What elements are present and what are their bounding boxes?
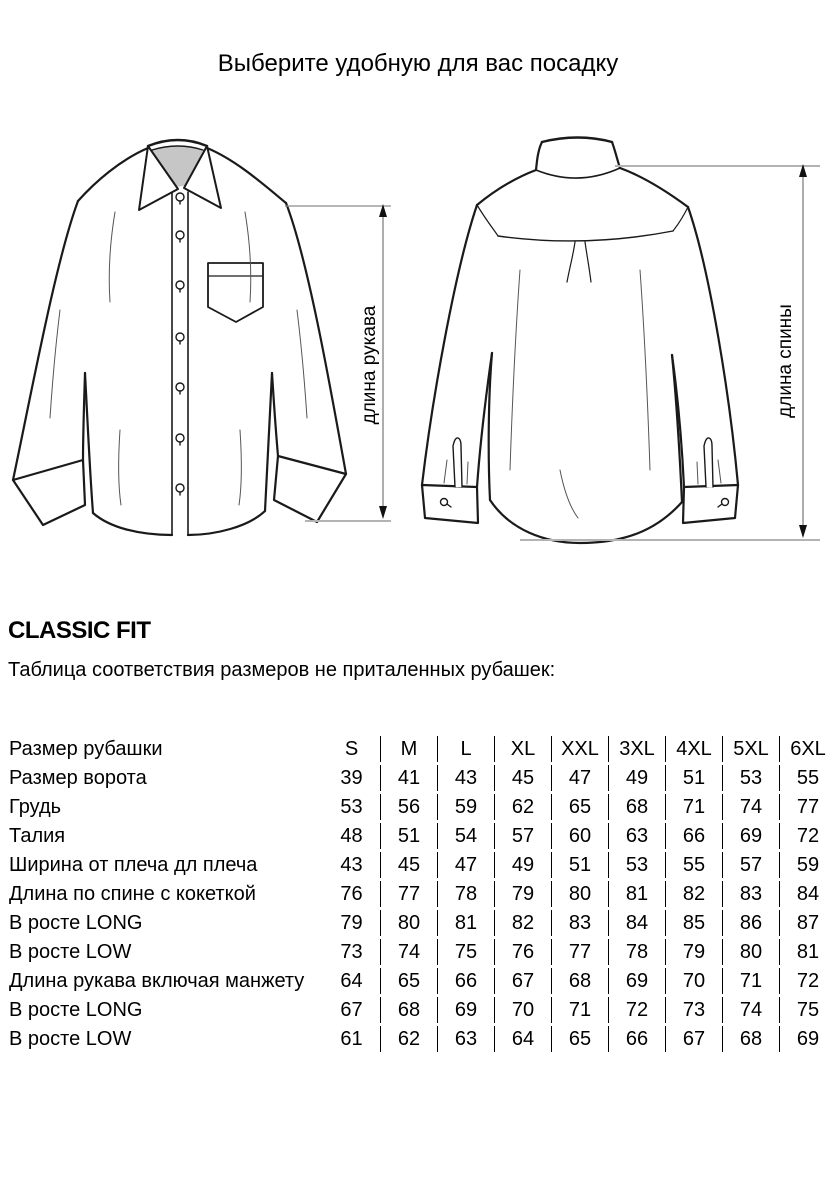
table-cell: 5XL bbox=[722, 736, 779, 762]
table-cell: 74 bbox=[722, 794, 779, 820]
table-cell: 77 bbox=[551, 939, 608, 965]
table-cell: 85 bbox=[665, 910, 722, 936]
table-cell: 45 bbox=[380, 852, 437, 878]
table-caption: Таблица соответствия размеров не приталенных рубашек: bbox=[8, 659, 556, 681]
table-cell: 73 bbox=[665, 997, 722, 1023]
table-cell: 77 bbox=[380, 881, 437, 907]
table-cell: 84 bbox=[608, 910, 665, 936]
table-cell: 83 bbox=[551, 910, 608, 936]
table-cell: 66 bbox=[608, 1026, 665, 1052]
table-cell: 66 bbox=[665, 823, 722, 849]
table-cell: 39 bbox=[340, 766, 363, 789]
table-cell: 71 bbox=[665, 794, 722, 820]
table-cell: 48 bbox=[340, 824, 363, 847]
table-cell: 82 bbox=[665, 881, 722, 907]
table-cell: 65 bbox=[380, 968, 437, 994]
table-cell: 64 bbox=[494, 1026, 551, 1052]
table-cell: 43 bbox=[437, 765, 494, 791]
table-row bbox=[8, 968, 836, 994]
size-table-body bbox=[8, 736, 836, 1052]
table-cell: 71 bbox=[551, 997, 608, 1023]
table-cell: 62 bbox=[494, 794, 551, 820]
table-cell: 79 bbox=[665, 939, 722, 965]
table-cell: 77 bbox=[779, 794, 836, 820]
table-cell: 82 bbox=[494, 910, 551, 936]
table-cell: 87 bbox=[779, 910, 836, 936]
row-label: Талия bbox=[9, 824, 66, 847]
table-cell: 73 bbox=[340, 940, 363, 963]
table-cell: 72 bbox=[779, 968, 836, 994]
table-cell: 70 bbox=[665, 968, 722, 994]
table-cell: 67 bbox=[340, 998, 363, 1021]
table-cell: 57 bbox=[722, 852, 779, 878]
table-row bbox=[8, 939, 836, 965]
table-cell: 59 bbox=[437, 794, 494, 820]
table-cell: 3XL bbox=[608, 736, 665, 762]
table-cell: 61 bbox=[340, 1027, 363, 1050]
table-cell: 51 bbox=[665, 765, 722, 791]
table-cell: 53 bbox=[340, 795, 363, 818]
table-cell: 69 bbox=[437, 997, 494, 1023]
table-cell: L bbox=[437, 736, 494, 762]
table-row bbox=[8, 823, 836, 849]
table-row bbox=[8, 910, 836, 936]
table-cell: M bbox=[380, 736, 437, 762]
table-cell: 54 bbox=[437, 823, 494, 849]
row-label: Длина по спине с кокеткой bbox=[9, 882, 256, 905]
table-cell: 63 bbox=[608, 823, 665, 849]
table-cell: 68 bbox=[551, 968, 608, 994]
table-cell: 47 bbox=[551, 765, 608, 791]
size-table bbox=[8, 733, 836, 1055]
table-cell: 68 bbox=[608, 794, 665, 820]
table-cell: 70 bbox=[494, 997, 551, 1023]
table-cell: 41 bbox=[380, 765, 437, 791]
table-cell: 71 bbox=[722, 968, 779, 994]
table-cell: 80 bbox=[722, 939, 779, 965]
table-cell: 69 bbox=[722, 823, 779, 849]
shirt-diagrams bbox=[0, 130, 836, 575]
table-cell: 74 bbox=[722, 997, 779, 1023]
table-cell: 75 bbox=[437, 939, 494, 965]
page-title: Выберите удобную для вас посадку bbox=[217, 50, 619, 77]
table-row bbox=[8, 1026, 836, 1052]
table-cell: 68 bbox=[722, 1026, 779, 1052]
row-label: В росте LOW bbox=[9, 940, 132, 963]
table-cell: S bbox=[344, 737, 359, 760]
table-cell: 76 bbox=[494, 939, 551, 965]
table-cell: 53 bbox=[608, 852, 665, 878]
table-cell: 81 bbox=[608, 881, 665, 907]
shirt-back-drawing bbox=[422, 138, 738, 544]
table-cell: 79 bbox=[340, 911, 363, 934]
row-label: В росте LOW bbox=[9, 1027, 132, 1050]
table-cell: 78 bbox=[608, 939, 665, 965]
table-row bbox=[8, 997, 836, 1023]
table-cell: 65 bbox=[551, 794, 608, 820]
table-cell: XL bbox=[494, 736, 551, 762]
table-cell: 81 bbox=[437, 910, 494, 936]
table-cell: 55 bbox=[779, 765, 836, 791]
table-cell: 49 bbox=[608, 765, 665, 791]
table-cell: 69 bbox=[608, 968, 665, 994]
row-label: Грудь bbox=[9, 795, 62, 818]
table-cell: 56 bbox=[380, 794, 437, 820]
table-cell: 67 bbox=[494, 968, 551, 994]
table-cell: 51 bbox=[380, 823, 437, 849]
row-label: В росте LONG bbox=[9, 911, 143, 934]
table-cell: 80 bbox=[380, 910, 437, 936]
table-cell: 72 bbox=[608, 997, 665, 1023]
table-cell: 60 bbox=[551, 823, 608, 849]
fit-heading: CLASSIC FIT bbox=[8, 617, 151, 644]
table-row bbox=[8, 794, 836, 820]
shirt-front-drawing bbox=[13, 140, 346, 535]
table-cell: 45 bbox=[494, 765, 551, 791]
sleeve-length-label: длина рукава bbox=[359, 305, 380, 425]
row-label: Ширина от плеча дл плеча bbox=[9, 853, 258, 876]
table-cell: 6XL bbox=[779, 736, 836, 762]
table-cell: 47 bbox=[437, 852, 494, 878]
table-cell: 84 bbox=[779, 881, 836, 907]
table-cell: 67 bbox=[665, 1026, 722, 1052]
table-row bbox=[8, 881, 836, 907]
table-row bbox=[8, 765, 836, 791]
table-cell: 49 bbox=[494, 852, 551, 878]
table-cell: 43 bbox=[340, 853, 363, 876]
table-cell: 4XL bbox=[665, 736, 722, 762]
table-cell: 79 bbox=[494, 881, 551, 907]
table-cell: 76 bbox=[340, 882, 363, 905]
table-cell: 69 bbox=[779, 1026, 836, 1052]
table-cell: 72 bbox=[779, 823, 836, 849]
table-cell: 51 bbox=[551, 852, 608, 878]
table-cell: 65 bbox=[551, 1026, 608, 1052]
front-buttons bbox=[176, 193, 184, 495]
table-cell: 63 bbox=[437, 1026, 494, 1052]
table-cell: 59 bbox=[779, 852, 836, 878]
table-cell: 57 bbox=[494, 823, 551, 849]
table-cell: 62 bbox=[380, 1026, 437, 1052]
table-cell: 80 bbox=[551, 881, 608, 907]
row-label: Размер ворота bbox=[9, 766, 147, 789]
table-cell: 68 bbox=[380, 997, 437, 1023]
table-cell: 83 bbox=[722, 881, 779, 907]
table-cell: 78 bbox=[437, 881, 494, 907]
table-cell: 75 bbox=[779, 997, 836, 1023]
table-cell: 74 bbox=[380, 939, 437, 965]
row-label: В росте LONG bbox=[9, 998, 143, 1021]
table-cell: 86 bbox=[722, 910, 779, 936]
table-cell: 66 bbox=[437, 968, 494, 994]
chest-pocket bbox=[208, 263, 263, 322]
row-label: Размер рубашки bbox=[9, 737, 163, 760]
row-label: Длина рукава включая манжету bbox=[9, 969, 305, 992]
table-cell: 81 bbox=[779, 939, 836, 965]
back-length-label: длина спины bbox=[775, 304, 796, 418]
table-cell: 55 bbox=[665, 852, 722, 878]
table-row bbox=[8, 852, 836, 878]
table-cell: 64 bbox=[340, 969, 363, 992]
table-cell: 53 bbox=[722, 765, 779, 791]
table-cell: XXL bbox=[551, 736, 608, 762]
table-row bbox=[8, 736, 836, 762]
